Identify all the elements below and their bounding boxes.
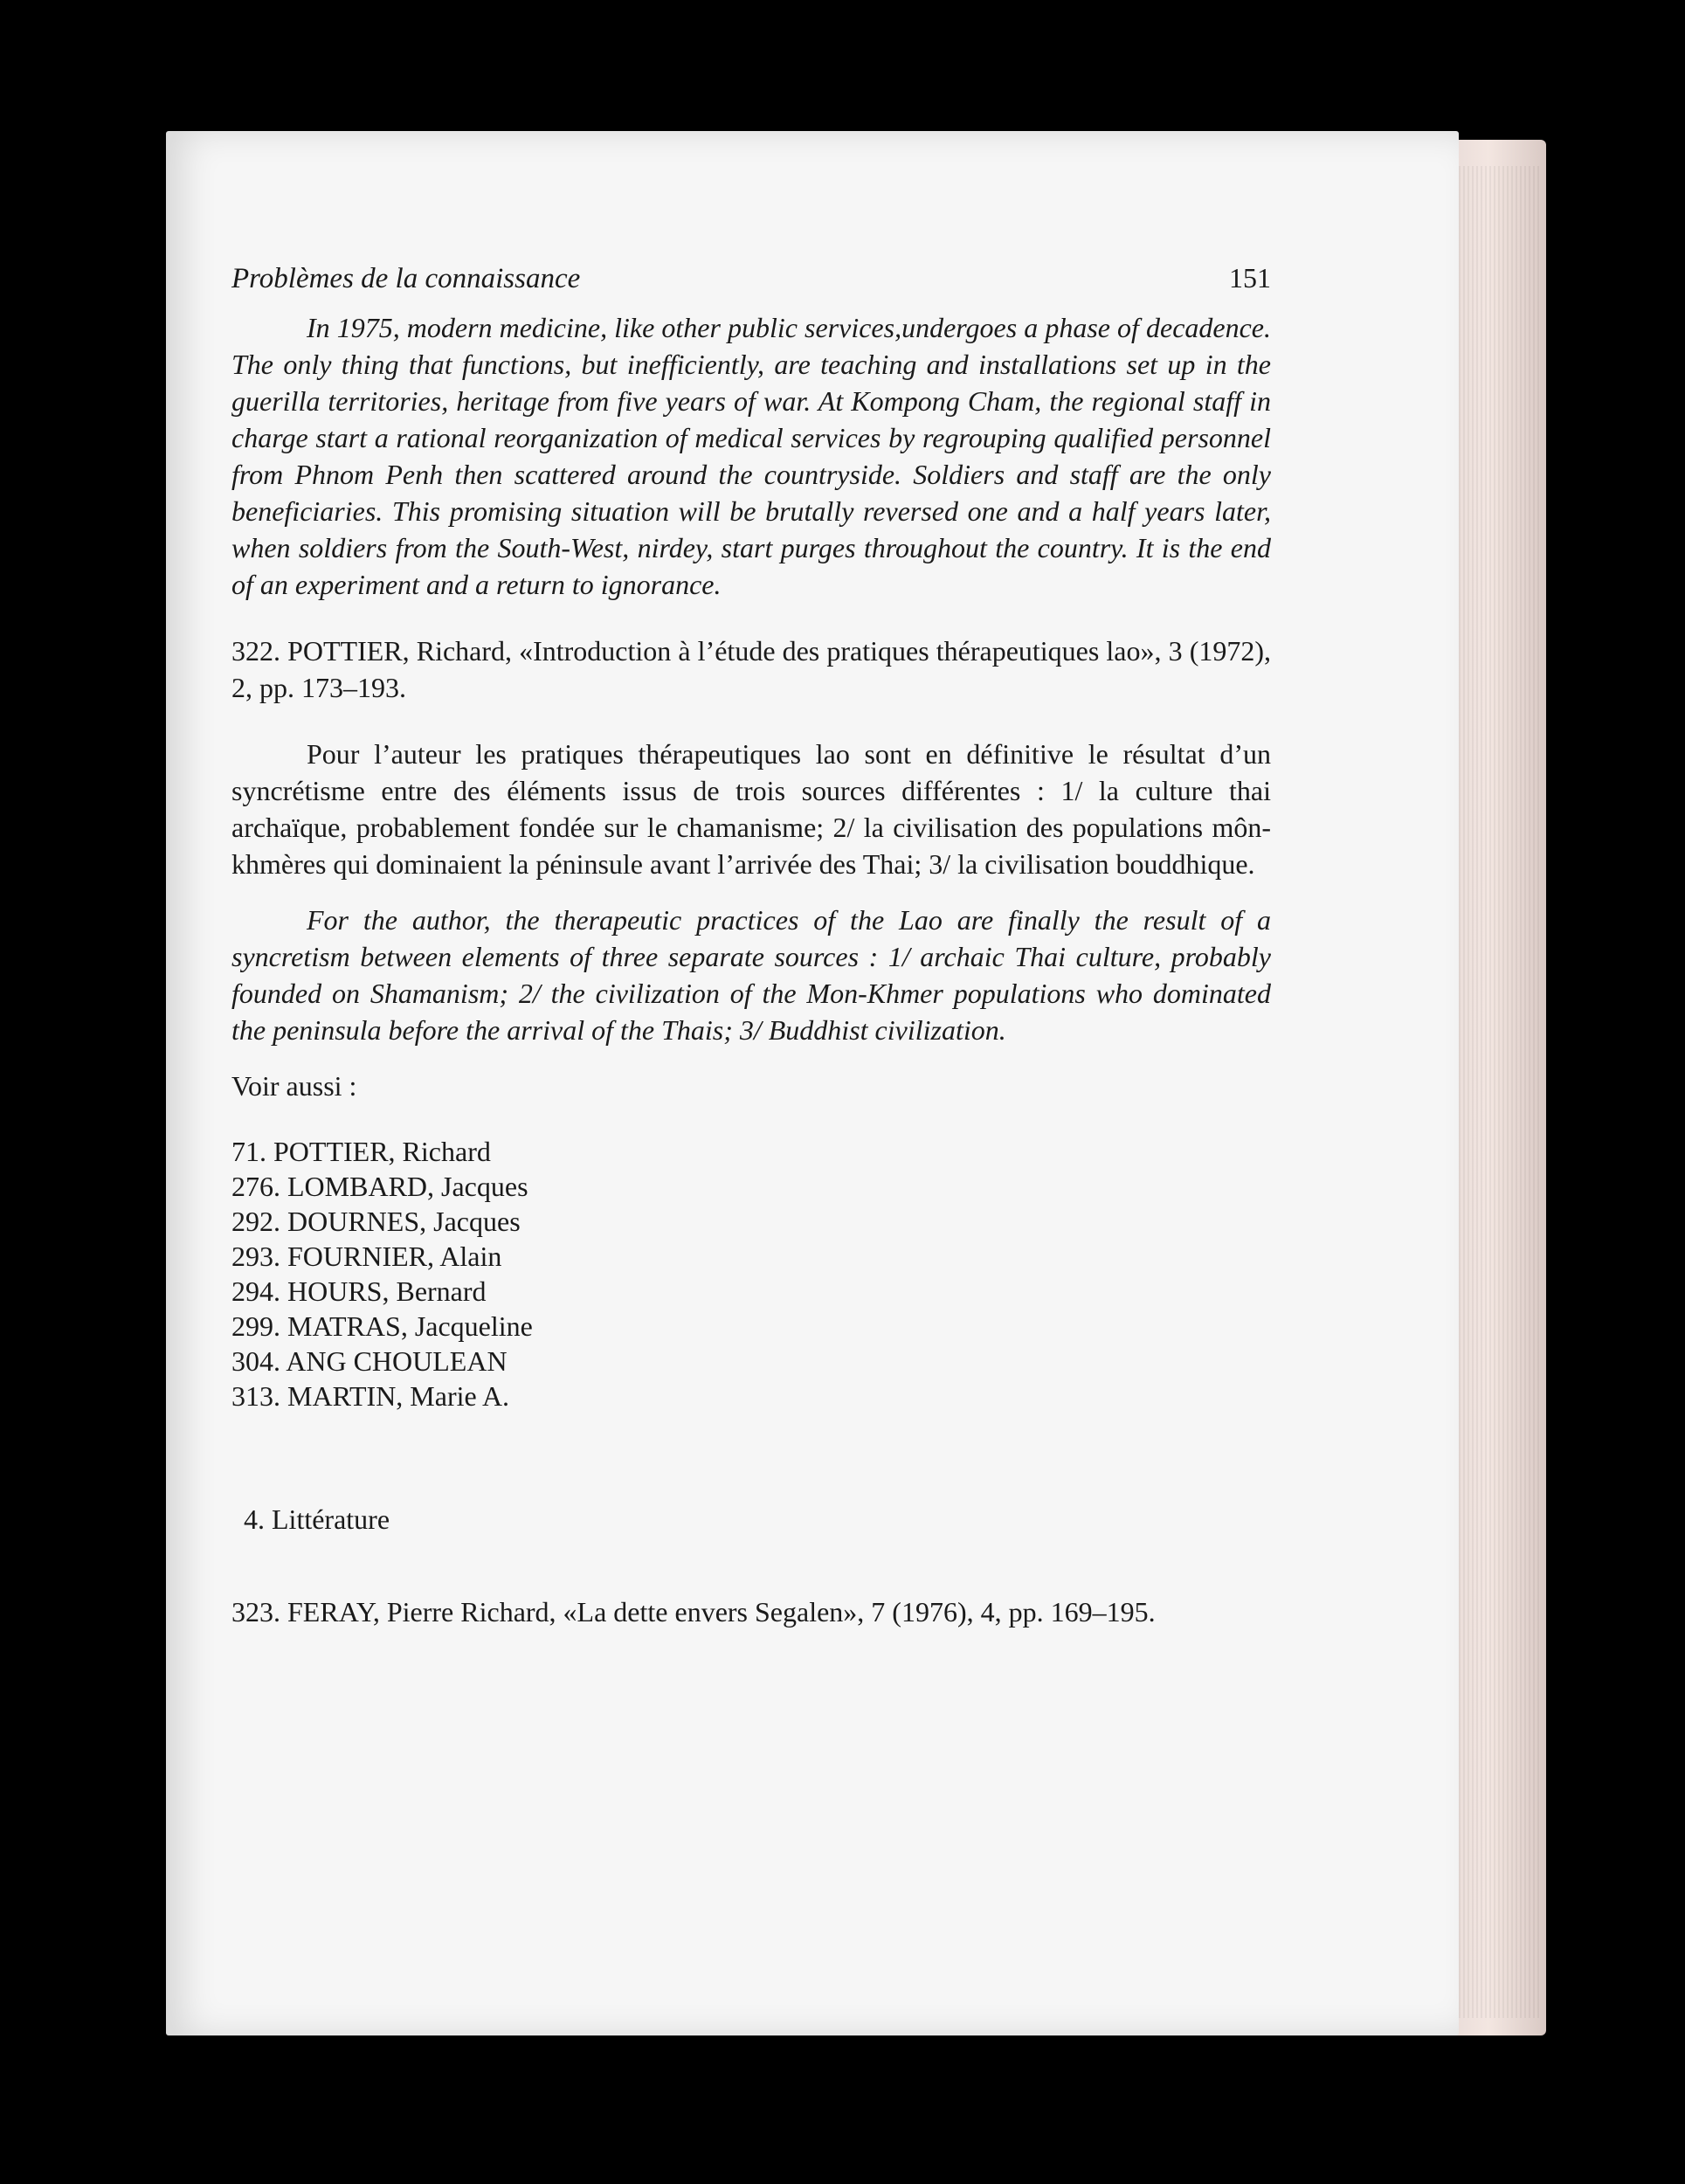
see-also-title: Voir aussi : — [231, 1070, 357, 1102]
book-page-edge-texture — [1459, 166, 1542, 2018]
see-also-list — [231, 1134, 1271, 1413]
english-summary-paragraph: For the author, the therapeutic practices of the Lao are finally the result of a syncretism between elements of three separate sources : 1/ archaic Thai culture, probably founded on Shamanism; 2/ the civilization of the Mon-Khmer populations who dominated the peninsula before the arrival of the Thais; 3/ Buddhist civilization. — [231, 904, 1271, 1046]
running-header — [231, 262, 1271, 295]
section-heading: 4. Littérature — [244, 1503, 390, 1535]
see-also-item: 276. LOMBARD, Jacques — [231, 1171, 528, 1202]
page-number: 151 — [1229, 262, 1271, 294]
see-also-item: 71. POTTIER, Richard — [231, 1136, 491, 1167]
see-also-item: 292. DOURNES, Jacques — [231, 1206, 521, 1237]
english-paragraph-medicine: In 1975, modern medicine, like other public services,undergoes a phase of decadence. The only thing that functions, but inefficiently, are teaching and installations set up in the guerilla territories, heritage from five years of war. At Kompong Cham, the regional staff in charge start a rational reorganization of medical services by regrouping qualified personnel from Phnom Penh then scattered around the countryside. Soldiers and staff are the only beneficiaries. This promising situation will be brutally reversed one and a half years later, when soldiers from the South-West, nirdey, start purges throughout the country. It is the end of an experiment and a return to ignorance. — [231, 312, 1271, 600]
bibliography-entry-322: 322. POTTIER, Richard, «Introduction à l’étude des pratiques thérapeutiques lao», 3 (1972), 2, pp. 173–193. — [231, 635, 1271, 703]
french-summary-paragraph: Pour l’auteur les pratiques thérapeutiques lao sont en définitive le résultat d’un syncrétisme entre des éléments issus de trois sources différentes : 1/ la culture thai archaïque, probablement fondée sur le chamanisme; 2/ la civilisation des populations môn-khmères qui dominaient la péninsule avant l’arrivée des Thai; 3/ la civilisation bouddhique. — [231, 738, 1271, 880]
bibliography-entry-323: 323. FERAY, Pierre Richard, «La dette envers Segalen», 7 (1976), 4, pp. 169–195. — [231, 1596, 1156, 1628]
see-also-item: 293. FOURNIER, Alain — [231, 1241, 502, 1272]
see-also-item: 299. MATRAS, Jacqueline — [231, 1310, 533, 1342]
see-also-item: 304. ANG CHOULEAN — [231, 1345, 508, 1377]
page-content — [231, 262, 1271, 1630]
see-also-item: 313. MARTIN, Marie A. — [231, 1380, 510, 1412]
see-also-item: 294. HOURS, Bernard — [231, 1275, 487, 1307]
running-title: Problèmes de la connaissance — [231, 263, 581, 294]
book-page — [166, 131, 1459, 2035]
